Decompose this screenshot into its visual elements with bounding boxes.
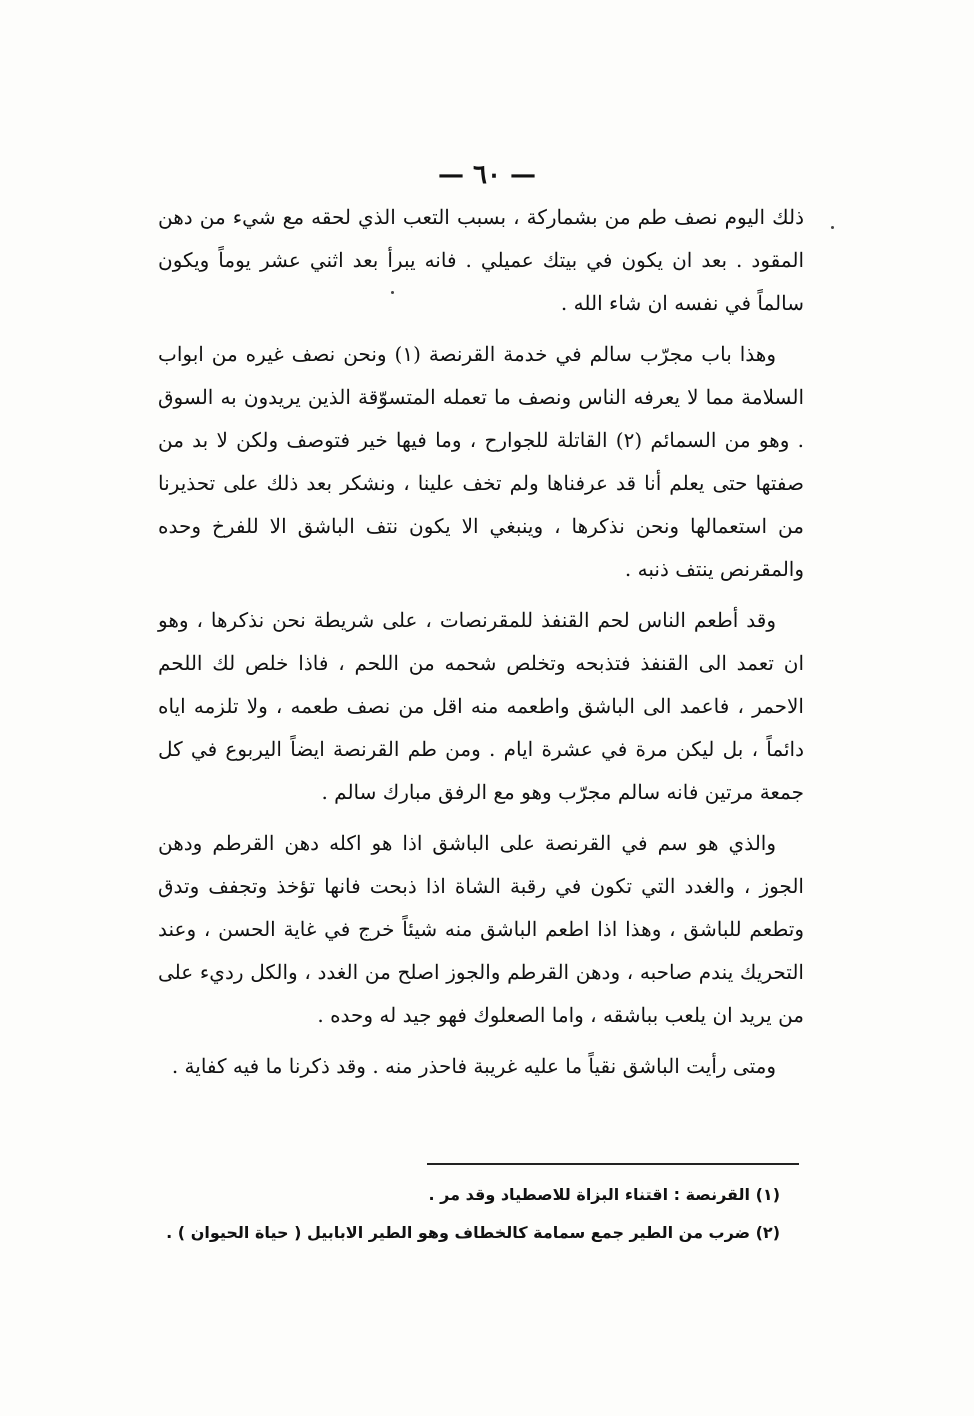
footnote-1: (١) القرنصة : اقتناء البزاة للاصطياد وقد مر . — [428, 1185, 780, 1204]
body-text — [158, 196, 804, 1096]
paragraph-5: ومتى رأيت الباشق نقياً ما عليه غريبة فاحذر منه . وقد ذكرنا ما فيه كفاية . — [171, 1054, 776, 1078]
footnote-2: (٢) ضرب من الطير جمع سمامة كالخطاف وهو الطير الابابيل ( حياة الحيوان ) . — [166, 1223, 780, 1242]
footnotes — [166, 1176, 780, 1252]
paragraph-2: وهذا باب مجرّب سالم في خدمة القرنصة (١) ونحن نصف غيره من ابواب السلامة مما لا يعرفه الناس ونصف ما تعمله المتسوّقة الذين يريدون به السوق . وهو من السمائم (٢) القاتلة للجوارح ، وما فيها خير فتوصف ولكن لا بد من صفتها حتى يعلم أنا قد عرفناها ولم تخف علينا ، ونشكر بعد ذلك على تحذيرنا من استعمالها ونحن نذكرها ، وينبغي الا يكون نتف الباشق الا للفرخ وحده والمقرنص ينتف ذنبه . — [158, 342, 804, 581]
paragraph-3: وقد أطعم الناس لحم القنفذ للمقرنصات ، على شريطة نحن نذكرها ، وهو ان تعمد الى القنفذ فتذبحه وتخلص شحمه من اللحم ، فاذا خلص لك اللحم الاحمر ، فاعمد الى الباشق واطعمه منه اقل من نصف طعمه ، ولا تلزمه اياه دائماً ، بل ليكن مرة في عشرة ايام . ومن طم القرنصة ايضاً اليربوع في كل جمعة مرتين فانه سالم مجرّب وهو مع الرفق مبارك سالم . — [158, 608, 804, 804]
paragraph-4: والذي هو سم في القرنصة على الباشق اذا هو اكله دهن القرطم ودهن الجوز ، والغدد التي تكون في رقبة الشاة اذا ذبحت فانها تؤخذ وتجفف وتدق وتطعم للباشق ، وهذا اذا اطعم الباشق منه شيئاً خرج في غاية الحسن ، وعند التحريك يندم صاحبه ، ودهن القرطم والجوز اصلح من الغدد ، والكل رديء على من يريد ان يلعب بباشقه ، واما الصعلوك فهو جيد له وحده . — [158, 831, 804, 1027]
footnote-separator — [427, 1163, 799, 1165]
margin-speck — [831, 226, 834, 229]
paragraph-1: ذلك اليوم نصف طم من بشماركة ، بسبب التعب الذي لحقه مع شيء من دهن المقود . بعد ان يكون في بيتك عميلي . فانه يبرأ بعد اثني عشر يوماً ويكون سالماً في نفسه ان شاء الله . — [158, 205, 804, 315]
page-number: — ٦٠ — — [437, 160, 537, 190]
margin-speck — [391, 291, 394, 294]
